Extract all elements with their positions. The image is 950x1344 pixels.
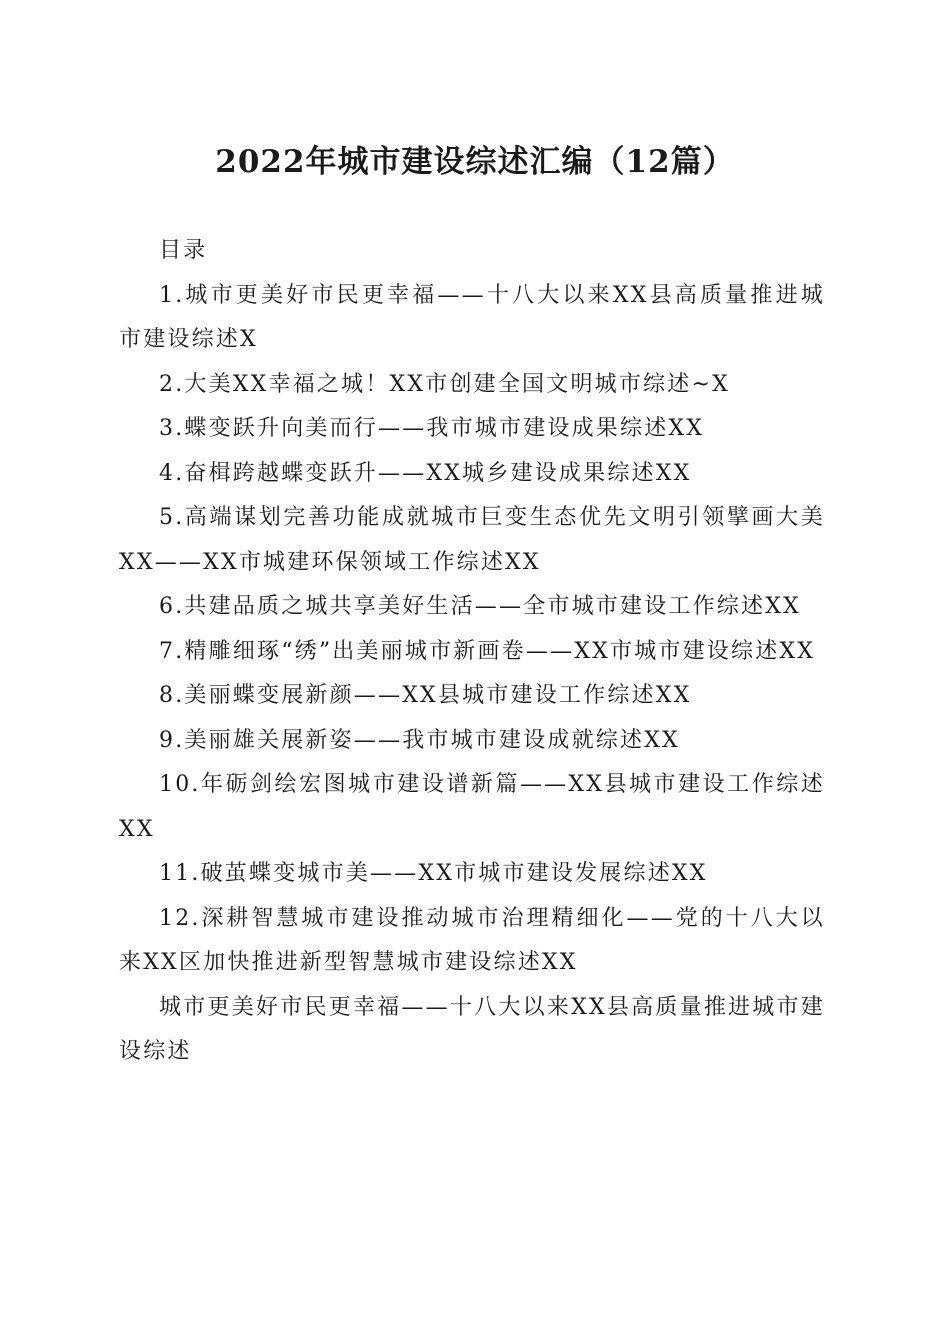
toc-item: 2.大美XX幸福之城！XX市创建全国文明城市综述~X — [159, 371, 730, 397]
document-body — [119, 229, 825, 1075]
toc-item: 11.破茧蝶变城市美——XX市城市建设发展综述XX — [159, 861, 708, 886]
toc-item: 7.精雕细琢“绣”出美丽城市新画卷——XX市城市建设综述XX — [159, 638, 816, 664]
toc-item: 10.年砺剑绘宏图城市建设谱新篇——XX县城市建设工作综述XX — [119, 772, 825, 842]
toc-item: 4.奋楫跨越蝶变跃升——XX城乡建设成果综述XX — [159, 460, 692, 486]
document-title: 2022年城市建设综述汇编（12篇） — [215, 144, 735, 180]
toc-item: 9.美丽雄关展新姿——我市城市建设成就综述XX — [159, 727, 680, 753]
toc-item: 6.共建品质之城共享美好生活——全市城市建设工作综述XX — [159, 594, 801, 619]
toc-item: 1.城市更美好市民更幸福——十八大以来XX县高质量推进城市建设综述X — [119, 282, 825, 352]
toc-item: 12.深耕智慧城市建设推动城市治理精细化——党的十八大以来XX区加快推进新型智慧城市建设综述XX — [119, 905, 825, 975]
toc-heading: 目录 — [159, 238, 208, 263]
first-article-title: 城市更美好市民更幸福——十八大以来XX县高质量推进城市建设综述 — [119, 994, 825, 1064]
toc-item: 3.蝶变跃升向美而行——我市城市建设成果综述XX — [159, 416, 705, 441]
toc-item: 8.美丽蝶变展新颜——XX县城市建设工作综述XX — [159, 683, 692, 708]
toc-item: 5.高端谋划完善功能成就城市巨变生态优先文明引领擘画大美XX——XX市城建环保领域工作综述XX — [119, 505, 825, 575]
